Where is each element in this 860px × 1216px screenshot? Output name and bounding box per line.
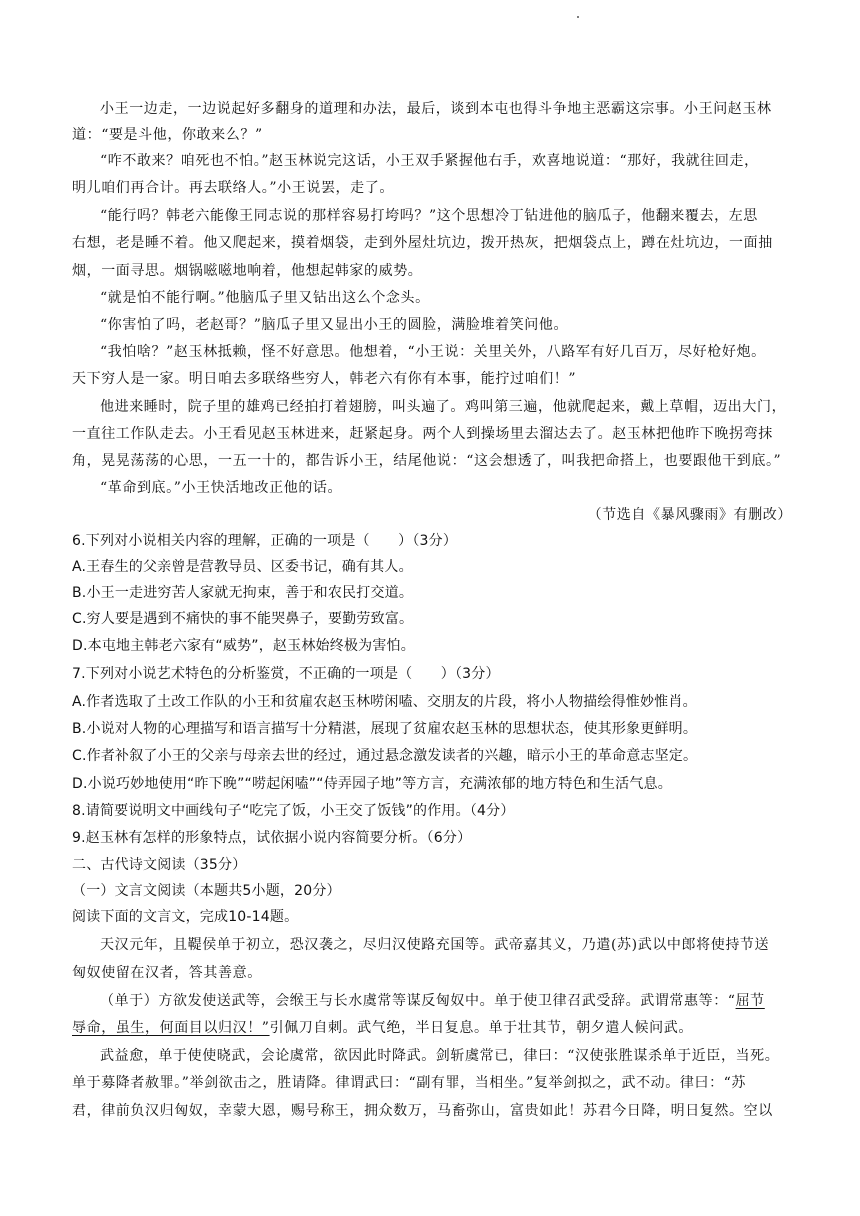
story-paragraph-6-cont: 天下穷人是一家。明日咱去多联络些穷人，韩老六有你有本事，能拧过咱们！” — [72, 371, 577, 387]
classical-paragraph-2-rest: 引佩刀自刺。武气绝，半日复息。单于壮其节，朝夕遣人候问武。 — [269, 1020, 693, 1036]
classical-paragraph-2-cont — [72, 1015, 792, 1041]
story-paragraph-1: 小王一边走，一边说起好多翻身的道理和办法，最后，谈到本屯也得斗争地主恶霸这宗事。小王问赵玉林 — [100, 101, 772, 117]
classical-paragraph-2 — [100, 988, 792, 1014]
question-7-option-a: A.作者选取了土改工作队的小王和贫雇农赵玉林唠闲嗑、交朋友的片段，将小人物描绘得惟妙惟肖。 — [72, 694, 697, 710]
source-note: （节选自《暴风骤雨》有删改） — [587, 507, 792, 523]
question-8: 8.请简要说明文中画线句子“吃完了饭，小王交了饭钱”的作用。（4分） — [72, 803, 515, 819]
story-paragraph-7: 他进来睡时，院子里的雄鸡已经拍打着翅膀，叫头遍了。鸡叫第三遍，他就爬起来，戴上草帽，迈出大门， — [100, 399, 787, 415]
subsection-title: （一）文言文阅读（本题共5小题，20分） — [72, 883, 341, 899]
question-7: 7.下列对小说艺术特色的分析鉴赏，不正确的一项是（ ）（3分） — [72, 666, 500, 682]
classical-paragraph-1-cont: 匈奴使留在汉者，答其善意。 — [72, 965, 262, 981]
classical-paragraph-2-text: （单于）方欲发使送武等，会缑王与长水虞常等谋反匈奴中。单于使卫律召武受辞。武谓常惠等：“ — [100, 993, 736, 1009]
question-7-option-d: D.小说巧妙地使用“昨下晚”“唠起闲嗑”“侍弄园子地”等方言，充满浓郁的地方特色和生活气息。 — [72, 776, 672, 792]
story-paragraph-1-cont: 道：“要是斗他，你敢来么？” — [72, 127, 263, 143]
story-paragraph-8: “革命到底。”小王快活地改正他的话。 — [100, 480, 343, 496]
question-7-option-c: C.作者补叙了小王的父亲与母亲去世的经过，通过悬念激发读者的兴趣，暗示小王的革命意志坚定。 — [72, 748, 698, 764]
story-paragraph-4: “就是怕不能行啊。”他脑瓜子里又钻出这么个念头。 — [100, 290, 430, 306]
story-paragraph-2-cont: 明儿咱们再合计。再去联络人。”小王说罢，走了。 — [72, 180, 394, 196]
story-paragraph-3-cont: 右想，老是睡不着。他又爬起来，摸着烟袋，走到外屋灶坑边，拨开热灰，把烟袋点上，蹲在灶坑边，一面抽 — [72, 235, 773, 251]
section-title: 二、古代诗文阅读（35分） — [72, 857, 247, 873]
story-paragraph-7-end: 角，晃晃荡荡的心思，一五一十的，都告诉小王，结尾他说：“这会想透了，叫我把命搭上，也要跟他干到底。” — [72, 453, 782, 469]
classical-paragraph-3: 武益愈，单于使使晓武，会论虞常，欲因此时降武。剑斩虞常已，律曰：“汉使张胜谋杀单于近臣，当死。 — [100, 1048, 780, 1064]
classical-paragraph-1: 天汉元年，且鞮侯单于初立，恐汉袭之，尽归汉使路充国等。武帝嘉其义，乃遣(苏)武以中郎将使持节送 — [100, 937, 770, 953]
story-paragraph-3: “能行吗？韩老六能像王同志说的那样容易打垮吗？”这个思想冷丁钻进他的脑瓜子，他翻来覆去，左思 — [100, 208, 758, 224]
question-6-option-a: A.王春生的父亲曾是营教导员、区委书记，确有其人。 — [72, 559, 413, 575]
underlined-sentence-part-2: 辱命，虽生，何面目以归汉！” — [72, 1020, 270, 1036]
question-6-option-d: D.本屯地主韩老六家有“威势”，赵玉林始终极为害怕。 — [72, 638, 415, 654]
page-mark — [577, 16, 579, 18]
classical-paragraph-3-end: 君，律前负汉归匈奴，幸蒙大恩，赐号称王，拥众数万，马畜弥山，富贵如此！苏君今日降，明日复然。空以 — [72, 1103, 773, 1119]
question-6-option-b: B.小王一走进穷苦人家就无拘束，善于和农民打交道。 — [72, 585, 414, 601]
story-paragraph-6: “我怕啥？”赵玉林抵赖，怪不好意思。他想着，“小王说：关里关外，八路军有好几百万，尽好枪好炮。 — [100, 344, 766, 360]
story-paragraph-5: “你害怕了吗，老赵哥？”脑瓜子里又显出小王的圆脸，满脸堆着笑问他。 — [100, 317, 569, 333]
reading-instruction: 阅读下面的文言文，完成10-14题。 — [72, 909, 299, 925]
question-6-option-c: C.穷人要是遇到不痛快的事不能哭鼻子，要勤劳致富。 — [72, 611, 414, 627]
classical-paragraph-3-cont: 单于募降者赦罪。”举剑欲击之，胜请降。律谓武曰：“副有罪，当相坐。”复举剑拟之，武不动。律曰：“苏 — [72, 1075, 747, 1091]
underlined-sentence-part-1: 屈节 — [735, 993, 765, 1009]
question-7-option-b: B.小说对人物的心理描写和语言描写十分精湛，展现了贫雇农赵玉林的思想状态，使其形象更鲜明。 — [72, 721, 698, 737]
story-paragraph-7-cont: 一直往工作队走去。小王看见赵玉林进来，赶紧起身。两个人到操场里去溜达去了。赵玉林把他昨下晚拐弯抹 — [72, 426, 773, 442]
question-6: 6.下列对小说相关内容的理解，正确的一项是（ ）（3分） — [72, 533, 458, 549]
story-paragraph-3-end: 烟，一面寻思。烟锅嗞嗞地响着，他想起韩家的威势。 — [72, 263, 423, 279]
story-paragraph-2: “咋不敢来？咱死也不怕。”赵玉林说完这话，小王双手紧握他右手，欢喜地说道：“那好，我就往回走， — [100, 153, 759, 169]
question-9: 9.赵玉林有怎样的形象特点，试依据小说内容简要分析。（6分） — [72, 830, 472, 846]
